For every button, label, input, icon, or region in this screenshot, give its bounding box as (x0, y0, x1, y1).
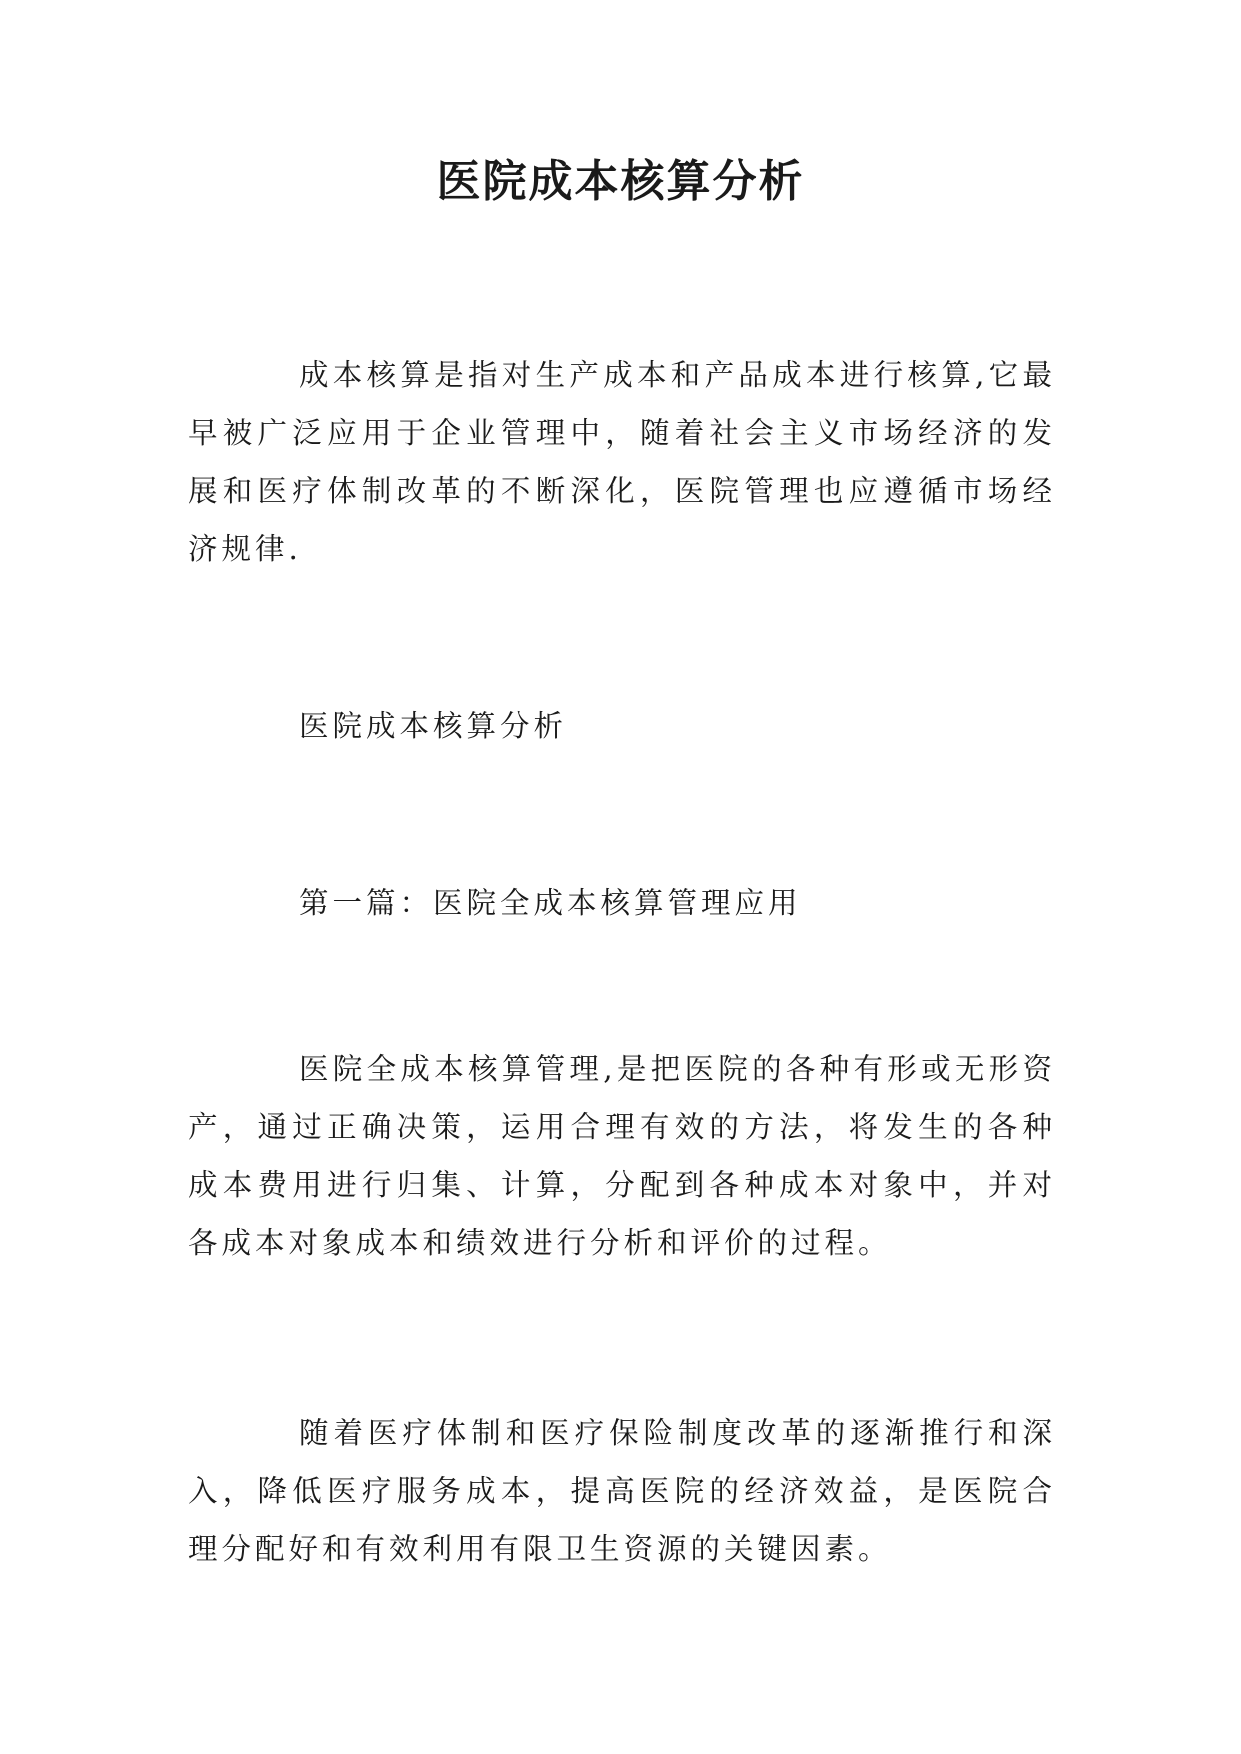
body-paragraph: 随着医疗体制和医疗保险制度改革的逐渐推行和深入，降低医疗服务成本，提高医院的经济效益，是医院合理分配好和有效利用有限卫生资源的关键因素。 (188, 1416, 1056, 1566)
document-title: 医院成本核算分析 (436, 156, 805, 207)
section-heading: 医院成本核算分析 (299, 709, 568, 743)
chapter-heading: 第一篇：医院全成本核算管理应用 (299, 886, 802, 920)
body-paragraph: 医院全成本核算管理,是把医院的各种有形或无形资产，通过正确决策，运用合理有效的方法，将发生的各种成本费用进行归集、计算，分配到各种成本对象中，并对各成本对象成本和绩效进行分析和评价的过程。 (188, 1052, 1056, 1260)
intro-paragraph: 成本核算是指对生产成本和产品成本进行核算,它最早被广泛应用于企业管理中，随着社会主义市场经济的发展和医疗体制改革的不断深化，医院管理也应遵循市场经济规律. (188, 358, 1056, 566)
